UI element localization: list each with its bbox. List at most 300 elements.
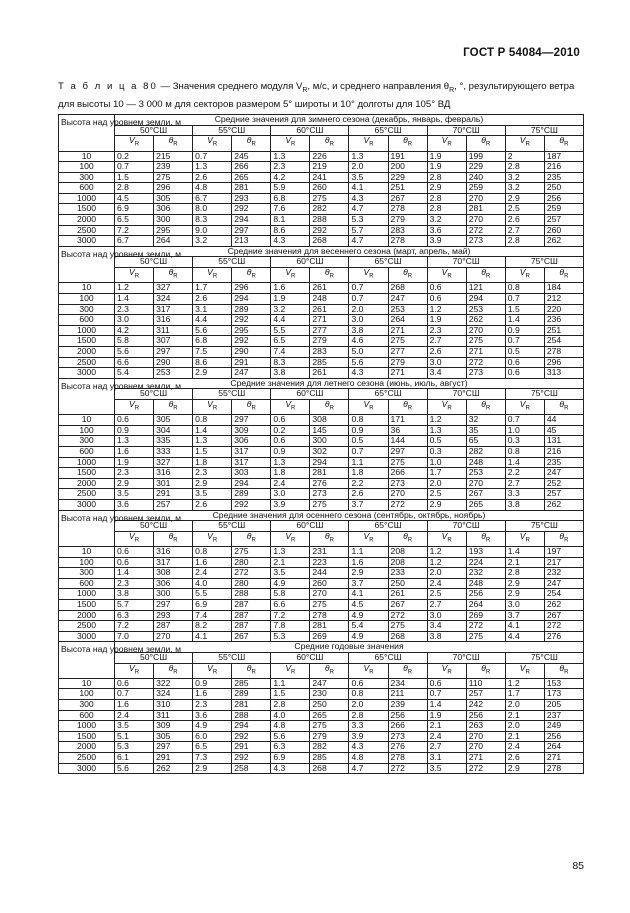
cell-value: 3.3 xyxy=(505,489,544,500)
cell-value: 3.4 xyxy=(427,368,466,379)
symbol-subscript: R xyxy=(447,273,452,280)
cell-value: 232 xyxy=(466,568,505,579)
table-row xyxy=(59,172,584,183)
cell-value: 4.7 xyxy=(349,763,388,774)
height-value: 10 xyxy=(59,151,115,162)
v-symbol xyxy=(115,136,154,151)
symbol-subscript: R xyxy=(173,273,178,280)
cell-value: 0.7 xyxy=(349,446,388,457)
cell-value: 287 xyxy=(232,610,271,621)
v-symbol xyxy=(427,399,466,414)
symbol-subscript: R xyxy=(485,537,491,544)
cell-value: 2.8 xyxy=(427,193,466,204)
symbol-letter: V xyxy=(285,662,292,673)
cell-value: 234 xyxy=(388,678,427,689)
cell-value: 1.6 xyxy=(193,557,232,568)
cell-value: 0.6 xyxy=(427,678,466,689)
cell-value: 279 xyxy=(388,357,427,368)
cell-value: 273 xyxy=(310,489,349,500)
cell-value: 6.9 xyxy=(271,753,310,764)
cell-value: 2.6 xyxy=(193,499,232,510)
cell-value: 4.5 xyxy=(115,193,154,204)
cell-value: 303 xyxy=(232,468,271,479)
section-title: Средние значения для зимнего сезона (декабрь, январь, февраль) xyxy=(115,115,584,126)
cell-value: 6.9 xyxy=(115,204,154,215)
table-row xyxy=(59,357,584,368)
cell-value: 9.0 xyxy=(193,225,232,236)
symbol-subscript: R xyxy=(251,669,256,676)
cell-value: 272 xyxy=(466,763,505,774)
cell-value: 322 xyxy=(154,678,193,689)
symbol-subscript: R xyxy=(447,405,452,412)
latitude-header: 65°СШ xyxy=(349,652,427,663)
symbol-letter: V xyxy=(285,530,292,541)
cell-value: 1.9 xyxy=(427,710,466,721)
height-value: 1500 xyxy=(59,600,115,611)
cell-value: 217 xyxy=(544,557,583,568)
height-header: Высота над уровнем земли, м xyxy=(59,246,115,283)
wind-table xyxy=(58,114,584,774)
cell-value: 269 xyxy=(310,631,349,642)
cell-value: 305 xyxy=(154,731,193,742)
height-value: 300 xyxy=(59,436,115,447)
table-row xyxy=(59,557,584,568)
cell-value: 3.5 xyxy=(115,489,154,500)
height-value: 1000 xyxy=(59,589,115,600)
cell-value: 2.7 xyxy=(505,478,544,489)
symbol-letter: θ xyxy=(559,267,565,278)
symbol-subscript: R xyxy=(369,669,374,676)
cell-value: 3.4 xyxy=(427,621,466,632)
cell-value: 309 xyxy=(232,425,271,436)
cell-value: 0.2 xyxy=(271,425,310,436)
theta-symbol xyxy=(388,399,427,414)
cell-value: 317 xyxy=(232,457,271,468)
cell-value: 2.6 xyxy=(505,753,544,764)
cell-value: 0.6 xyxy=(427,293,466,304)
symbol-letter: θ xyxy=(324,398,330,409)
cell-value: 6.7 xyxy=(193,193,232,204)
cell-value: 2.0 xyxy=(505,721,544,732)
cell-value: 301 xyxy=(154,478,193,489)
cell-value: 262 xyxy=(154,763,193,774)
cell-value: 252 xyxy=(544,478,583,489)
cell-value: 0.6 xyxy=(349,678,388,689)
v-symbol xyxy=(271,663,310,678)
cell-value: 3.6 xyxy=(115,499,154,510)
cell-value: 2.4 xyxy=(505,742,544,753)
cell-value: 247 xyxy=(544,578,583,589)
cell-value: 2.9 xyxy=(427,499,466,510)
page-number: 85 xyxy=(572,860,584,872)
cell-value: 229 xyxy=(388,172,427,183)
cell-value: 0.7 xyxy=(505,336,544,347)
symbol-subscript: R xyxy=(564,537,569,544)
section-title-row xyxy=(59,510,584,521)
cell-value: 316 xyxy=(154,468,193,479)
cell-value: 0.8 xyxy=(505,283,544,294)
theta-symbol xyxy=(310,531,349,546)
cell-value: 1.5 xyxy=(505,304,544,315)
symbol-subscript: R xyxy=(447,669,452,676)
cell-value: 3.0 xyxy=(427,357,466,368)
cell-value: 2.3 xyxy=(115,304,154,315)
caption-label: Т а б л и ц а 80 xyxy=(58,81,158,92)
cell-value: 231 xyxy=(310,547,349,558)
cell-value: 4.4 xyxy=(193,315,232,326)
symbol-letter: θ xyxy=(168,267,174,278)
v-symbol xyxy=(505,663,544,678)
cell-value: 295 xyxy=(232,325,271,336)
cell-value: 2.3 xyxy=(115,468,154,479)
cell-value: 2.6 xyxy=(349,489,388,500)
v-symbol xyxy=(193,399,232,414)
cell-value: 1.1 xyxy=(271,678,310,689)
cell-value: 297 xyxy=(154,742,193,753)
table-row xyxy=(59,547,584,558)
cell-value: 0.6 xyxy=(115,415,154,426)
table-row xyxy=(59,578,584,589)
cell-value: 292 xyxy=(232,499,271,510)
cell-value: 3.0 xyxy=(427,610,466,621)
cell-value: 2.1 xyxy=(505,731,544,742)
cell-value: 121 xyxy=(466,283,505,294)
cell-value: 3.3 xyxy=(349,721,388,732)
cell-value: 5.6 xyxy=(271,731,310,742)
cell-value: 2.4 xyxy=(115,710,154,721)
cell-value: 294 xyxy=(232,478,271,489)
latitude-header: 75°СШ xyxy=(505,521,583,532)
symbol-letter: θ xyxy=(403,267,408,278)
cell-value: 6.5 xyxy=(271,336,310,347)
cell-value: 5.4 xyxy=(115,368,154,379)
cell-value: 260 xyxy=(544,225,583,236)
theta-symbol xyxy=(232,268,271,283)
cell-value: 1.6 xyxy=(193,689,232,700)
cell-value: 257 xyxy=(466,689,505,700)
cell-value: 208 xyxy=(388,547,427,558)
cell-value: 3.7 xyxy=(349,499,388,510)
cell-value: 3.5 xyxy=(193,489,232,500)
theta-symbol xyxy=(544,268,583,283)
symbol-letter: θ xyxy=(324,267,330,278)
cell-value: 6.1 xyxy=(115,753,154,764)
symbol-subscript: R xyxy=(407,141,413,148)
height-value: 2000 xyxy=(59,478,115,489)
latitude-header: 75°СШ xyxy=(505,257,583,268)
cell-value: 2.8 xyxy=(271,700,310,711)
cell-value: 1.1 xyxy=(349,457,388,468)
cell-value: 1.9 xyxy=(427,162,466,173)
symbol-subscript: R xyxy=(291,273,296,280)
cell-value: 1.3 xyxy=(271,151,310,162)
cell-value: 4.1 xyxy=(505,621,544,632)
symbol-subscript: R xyxy=(369,405,374,412)
height-value: 300 xyxy=(59,568,115,579)
cell-value: 44 xyxy=(544,415,583,426)
cell-value: 1.6 xyxy=(349,557,388,568)
symbol-subscript: R xyxy=(291,405,296,412)
theta-symbol xyxy=(154,136,193,151)
cell-value: 1.3 xyxy=(271,457,310,468)
latitude-header: 55°СШ xyxy=(193,652,271,663)
cell-value: 2.7 xyxy=(505,225,544,236)
symbol-subscript: R xyxy=(329,141,334,148)
cell-value: 2.5 xyxy=(505,204,544,215)
cell-value: 35 xyxy=(466,425,505,436)
symbol-letter: V xyxy=(129,662,135,673)
symbol-letter: θ xyxy=(246,530,252,541)
symbol-letter: θ xyxy=(403,135,408,146)
cell-value: 261 xyxy=(388,589,427,600)
symbol-letter: V xyxy=(207,530,213,541)
symbol-letter: V xyxy=(363,530,370,541)
v-symbol xyxy=(427,268,466,283)
cell-value: 5.3 xyxy=(271,631,310,642)
cell-value: 308 xyxy=(310,415,349,426)
cell-value: 271 xyxy=(310,315,349,326)
symbol-row xyxy=(59,531,584,546)
v-symbol xyxy=(271,531,310,546)
cell-value: 2.6 xyxy=(193,293,232,304)
cell-value: 191 xyxy=(388,151,427,162)
symbol-letter: V xyxy=(363,267,370,278)
symbol-subscript: R xyxy=(329,669,334,676)
height-value: 600 xyxy=(59,446,115,457)
cell-value: 6.6 xyxy=(115,357,154,368)
cell-value: 267 xyxy=(466,489,505,500)
theta-symbol xyxy=(310,268,349,283)
cell-value: 261 xyxy=(310,283,349,294)
cell-value: 6.3 xyxy=(271,742,310,753)
cell-value: 297 xyxy=(232,225,271,236)
cell-value: 5.7 xyxy=(349,225,388,236)
cell-value: 1.5 xyxy=(115,172,154,183)
symbol-letter: θ xyxy=(168,662,174,673)
cell-value: 1.3 xyxy=(349,151,388,162)
cell-value: 4.0 xyxy=(193,578,232,589)
theta-symbol xyxy=(544,399,583,414)
table-row xyxy=(59,368,584,379)
v-symbol xyxy=(115,531,154,546)
cell-value: 2.9 xyxy=(349,568,388,579)
cell-value: 6.8 xyxy=(271,193,310,204)
cell-value: 250 xyxy=(544,183,583,194)
cell-value: 292 xyxy=(232,753,271,764)
cell-value: 4.2 xyxy=(271,172,310,183)
cell-value: 270 xyxy=(310,589,349,600)
cell-value: 223 xyxy=(310,557,349,568)
symbol-subscript: R xyxy=(525,537,530,544)
cell-value: 239 xyxy=(388,700,427,711)
cell-value: 205 xyxy=(544,700,583,711)
symbol-letter: θ xyxy=(246,267,252,278)
theta-symbol xyxy=(154,531,193,546)
cell-value: 3.2 xyxy=(505,172,544,183)
latitude-header: 70°СШ xyxy=(427,521,505,532)
cell-value: 317 xyxy=(232,446,271,457)
cell-value: 293 xyxy=(232,193,271,204)
cell-value: 3.6 xyxy=(193,710,232,721)
cell-value: 306 xyxy=(154,204,193,215)
symbol-letter: V xyxy=(441,267,448,278)
cell-value: 294 xyxy=(232,721,271,732)
cell-value: 2.0 xyxy=(427,568,466,579)
latitude-header: 50°СШ xyxy=(115,389,193,400)
v-symbol xyxy=(271,268,310,283)
cell-value: 0.7 xyxy=(349,283,388,294)
height-value: 1500 xyxy=(59,336,115,347)
cell-value: 270 xyxy=(466,478,505,489)
cell-value: 0.7 xyxy=(427,689,466,700)
cell-value: 281 xyxy=(232,700,271,711)
cell-value: 2.7 xyxy=(427,742,466,753)
cell-value: 281 xyxy=(310,621,349,632)
cell-value: 289 xyxy=(232,304,271,315)
cell-value: 1.7 xyxy=(193,283,232,294)
cell-value: 278 xyxy=(388,236,427,247)
cell-value: 232 xyxy=(544,568,583,579)
latitude-header: 60°СШ xyxy=(271,257,349,268)
cell-value: 256 xyxy=(388,710,427,721)
cell-value: 275 xyxy=(388,621,427,632)
cell-value: 0.6 xyxy=(427,283,466,294)
table-row xyxy=(59,710,584,721)
v-symbol xyxy=(193,136,232,151)
cell-value: 3.5 xyxy=(115,721,154,732)
cell-value: 4.9 xyxy=(349,610,388,621)
cell-value: 257 xyxy=(544,489,583,500)
cell-value: 262 xyxy=(466,315,505,326)
cell-value: 1.9 xyxy=(427,315,466,326)
cell-value: 2.2 xyxy=(349,478,388,489)
cell-value: 173 xyxy=(544,689,583,700)
cell-value: 310 xyxy=(154,700,193,711)
v-symbol xyxy=(427,663,466,678)
symbol-subscript: R xyxy=(369,273,374,280)
cell-value: 249 xyxy=(544,721,583,732)
symbol-subscript: R xyxy=(212,405,218,412)
cell-value: 0.6 xyxy=(271,415,310,426)
symbol-subscript: R xyxy=(291,141,296,148)
cell-value: 1.7 xyxy=(427,468,466,479)
cell-value: 1.3 xyxy=(193,162,232,173)
cell-value: 3.1 xyxy=(427,753,466,764)
symbol-letter: θ xyxy=(246,135,252,146)
cell-value: 275 xyxy=(310,499,349,510)
v-symbol xyxy=(349,399,388,414)
cell-value: 7.5 xyxy=(193,346,232,357)
symbol-subscript: R xyxy=(564,669,569,676)
table-row xyxy=(59,742,584,753)
cell-value: 6.5 xyxy=(115,215,154,226)
latitude-header: 70°СШ xyxy=(427,652,505,663)
symbol-subscript: R xyxy=(407,405,413,412)
symbol-subscript: R xyxy=(291,537,296,544)
height-header: Высота над уровнем земли, м xyxy=(59,115,115,152)
height-value: 2500 xyxy=(59,225,115,236)
cell-value: 3.7 xyxy=(505,610,544,621)
cell-value: 333 xyxy=(154,446,193,457)
cell-value: 260 xyxy=(310,578,349,589)
cell-value: 264 xyxy=(466,600,505,611)
cell-value: 291 xyxy=(232,357,271,368)
cell-value: 281 xyxy=(232,183,271,194)
height-value: 10 xyxy=(59,415,115,426)
symbol-letter: θ xyxy=(559,530,565,541)
theta-symbol xyxy=(388,531,427,546)
cell-value: 5.8 xyxy=(271,589,310,600)
symbol-subscript: R xyxy=(407,669,413,676)
cell-value: 2.0 xyxy=(427,478,466,489)
cell-value: 297 xyxy=(154,600,193,611)
symbol-subscript: R xyxy=(134,669,140,676)
symbol-subscript: R xyxy=(134,537,140,544)
table-row xyxy=(59,689,584,700)
cell-value: 288 xyxy=(310,215,349,226)
cell-value: 1.8 xyxy=(349,468,388,479)
symbol-subscript: R xyxy=(212,537,218,544)
cell-value: 1.6 xyxy=(271,283,310,294)
cell-value: 289 xyxy=(232,489,271,500)
v-symbol xyxy=(271,136,310,151)
theta-symbol xyxy=(154,268,193,283)
v-symbol xyxy=(271,399,310,414)
cell-value: 278 xyxy=(310,610,349,621)
cell-value: 294 xyxy=(466,293,505,304)
cell-value: 3.1 xyxy=(193,304,232,315)
cell-value: 267 xyxy=(544,610,583,621)
cell-value: 65 xyxy=(466,436,505,447)
cell-value: 3.8 xyxy=(115,589,154,600)
cell-value: 2.6 xyxy=(427,346,466,357)
latitude-header: 75°СШ xyxy=(505,125,583,136)
cell-value: 290 xyxy=(154,357,193,368)
cell-value: 2.4 xyxy=(193,568,232,579)
cell-value: 1.1 xyxy=(349,547,388,558)
cell-value: 131 xyxy=(544,436,583,447)
section-title-row xyxy=(59,115,584,126)
symbol-letter: V xyxy=(285,398,292,409)
cell-value: 288 xyxy=(232,710,271,721)
cell-value: 278 xyxy=(544,346,583,357)
table-row xyxy=(59,346,584,357)
cell-value: 290 xyxy=(232,346,271,357)
cell-value: 0.5 xyxy=(349,436,388,447)
cell-value: 2 xyxy=(505,151,544,162)
theta-symbol xyxy=(466,136,505,151)
table-row xyxy=(59,183,584,194)
symbol-letter: V xyxy=(363,398,370,409)
height-value: 1000 xyxy=(59,193,115,204)
cell-value: 0.8 xyxy=(349,415,388,426)
cell-value: 240 xyxy=(466,172,505,183)
cell-value: 327 xyxy=(154,283,193,294)
cell-value: 2.4 xyxy=(271,478,310,489)
table-row xyxy=(59,162,584,173)
theta-symbol xyxy=(466,268,505,283)
height-value: 3000 xyxy=(59,763,115,774)
cell-value: 5.5 xyxy=(193,589,232,600)
caption-subscript: R xyxy=(449,86,455,94)
cell-value: 5.3 xyxy=(349,215,388,226)
cell-value: 4.5 xyxy=(349,600,388,611)
cell-value: 1.4 xyxy=(115,568,154,579)
cell-value: 268 xyxy=(310,236,349,247)
table-row xyxy=(59,610,584,621)
caption-text: — Значения среднего модуля V xyxy=(157,81,303,92)
cell-value: 5.5 xyxy=(271,325,310,336)
